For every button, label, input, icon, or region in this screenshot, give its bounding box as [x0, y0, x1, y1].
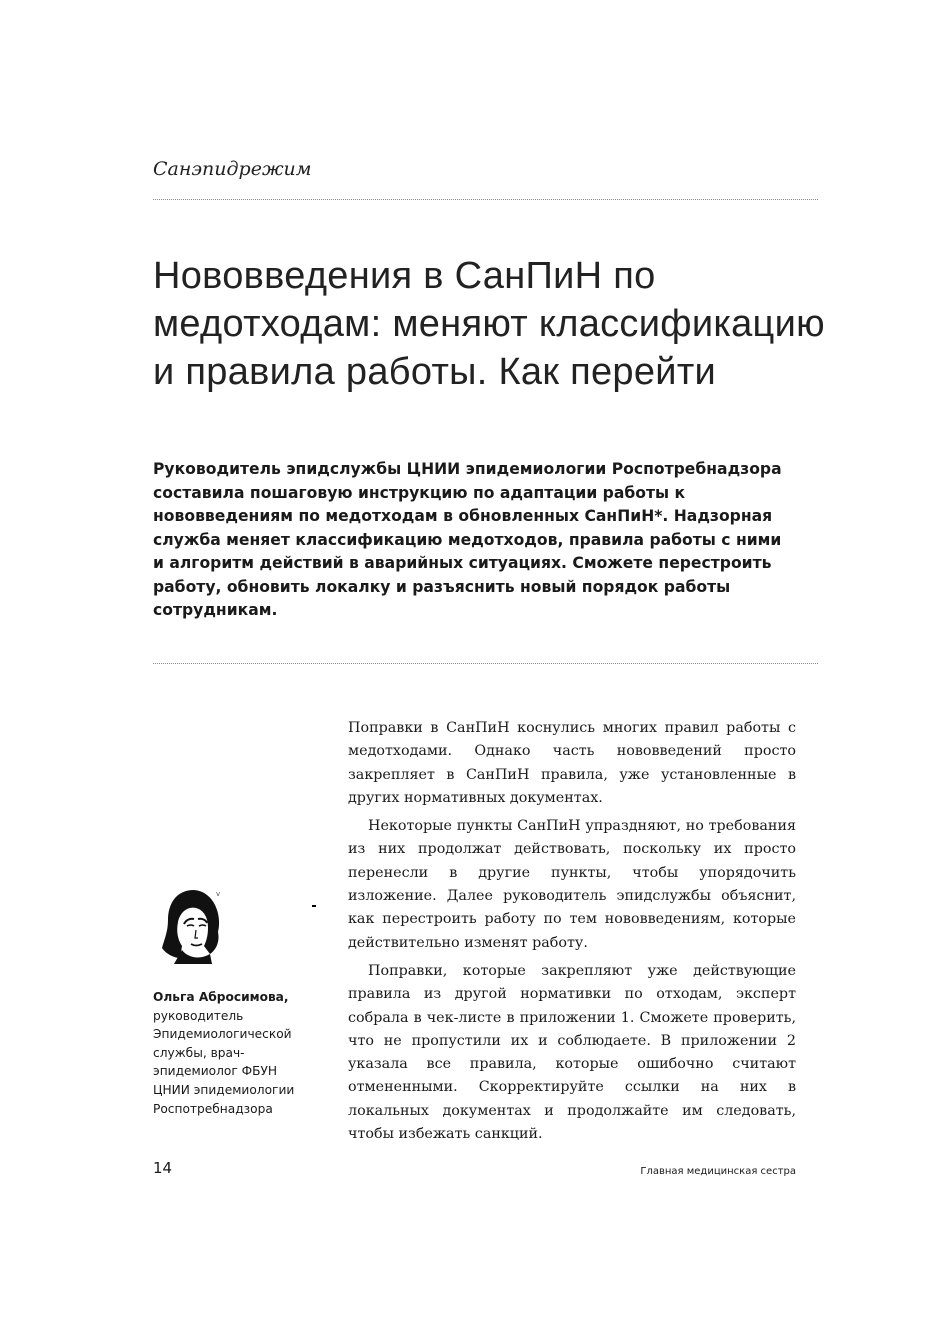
author-caption — [153, 988, 313, 1118]
body-paragraph: Поправки, которые закрепляют уже действующие правила из другой нормативки по отходам, эксперт собрала в чек-листе в приложении 1. Сможете проверить, что не пропустили их и соблюдаете. В приложении 2 указала все правила, которые ошибочно считают отмененными. Скорректируйте ссылки на них в локальных документах и продолжайте им следовать, чтобы избежать санкций. — [348, 962, 796, 1143]
lead-divider — [153, 663, 818, 664]
svg-text:v: v — [216, 890, 221, 898]
header-divider — [153, 199, 818, 200]
author-name: Ольга Абросимова, — [153, 990, 289, 1004]
body-paragraph: Некоторые пункты СанПиН упраздняют, но требования из них продолжат действовать, поскольку их просто перенесли в другие пункты, чтобы упорядочить изложение. Далее руководитель эпидслужбы объяснит, как перестроить работу по тем нововведениям, которые действительно изменят работу. — [348, 818, 796, 951]
author-portrait — [160, 888, 224, 964]
body-paragraph: Поправки в СанПиН коснулись многих правил работы с медотходами. Однако часть нововведений просто закрепляет в СанПиН правила, уже установленные в других нормативных документах. — [348, 720, 796, 806]
article-lead: Руководитель эпидслужбы ЦНИИ эпидемиологии Роспотребнадзора составила пошаговую инструкцию по адаптации работы к нововведениям по медотходам в обновленных СанПиН*. Надзорная служба меняет классификацию медотходов, правила работы с ними и алгоритм действий в аварийных ситуациях. Сможете перестроить работу, обновить локалку и разъяснить новый порядок работы сотрудникам. — [153, 460, 782, 619]
stray-mark — [312, 905, 316, 907]
page-number: 14 — [153, 1159, 173, 1177]
article-title: Нововведения в СанПиН по медотходам: меняют классификацию и правила работы. Как перейти — [153, 255, 825, 393]
magazine-name: Главная медицинская сестра — [640, 1166, 796, 1177]
article-body — [348, 717, 796, 1151]
section-label: Санэпидрежим — [153, 158, 312, 180]
author-role: руководитель Эпидемиологической службы, врач-эпидемиолог ФБУН ЦНИИ эпидемиологии Роспотребнадзора — [153, 1008, 295, 1116]
